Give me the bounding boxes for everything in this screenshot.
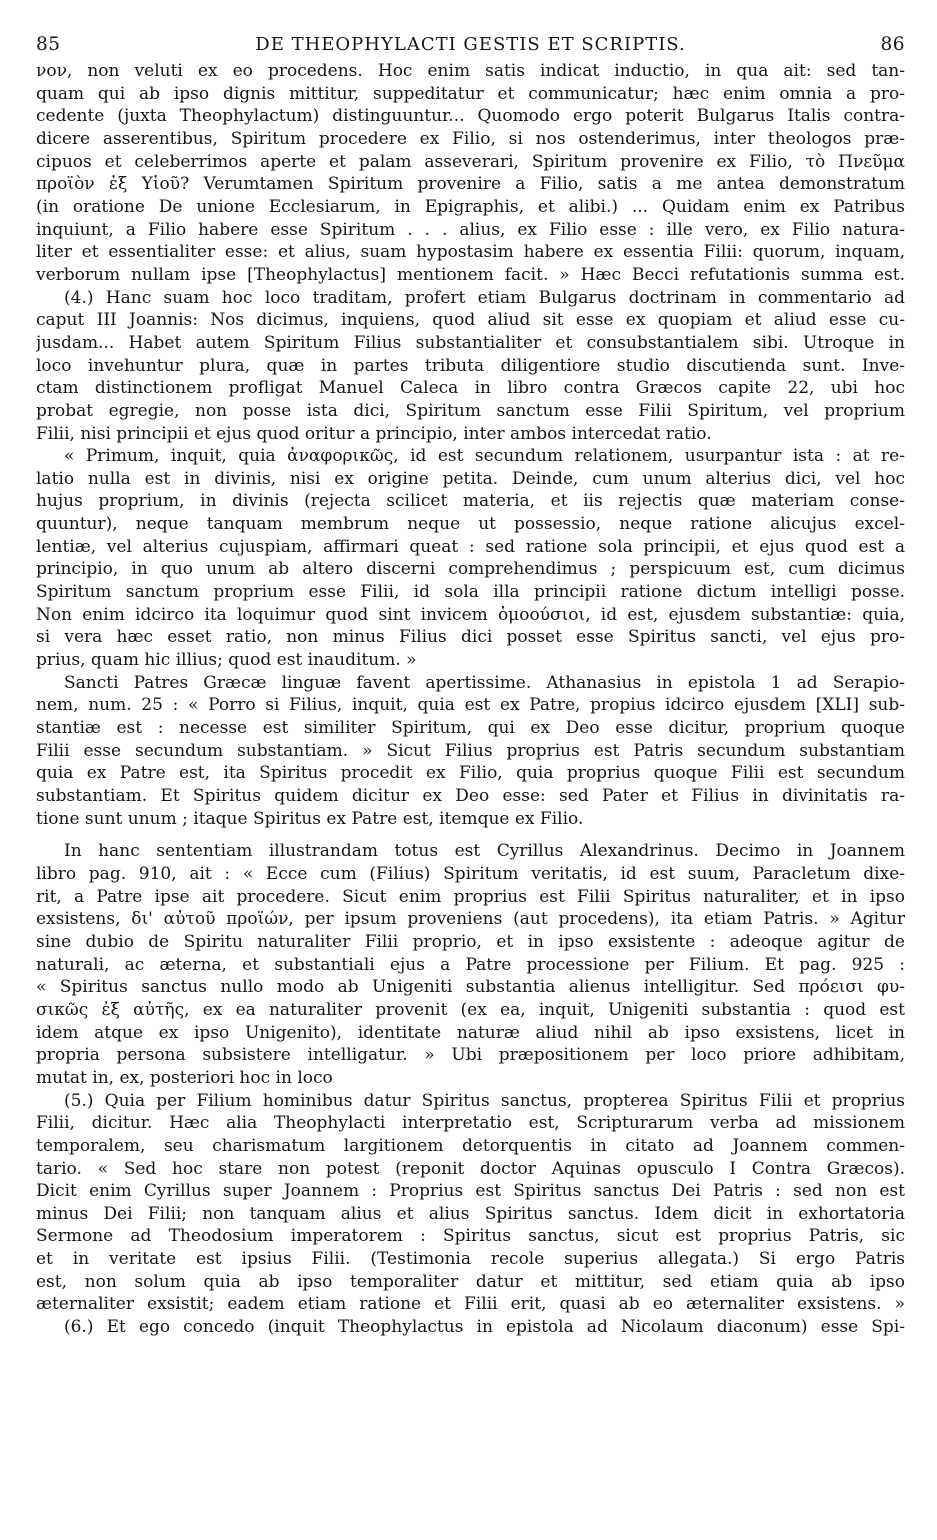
text-line: Filii esse secundum substantiam. » Sicut Filius proprius est Patris secundum substantiam xyxy=(36,740,905,761)
text-line: propria persona subsistere intelligatur. » Ubi præpositionem per loco priore adhibitam, xyxy=(36,1045,905,1066)
text-line: Sermone ad Theodosium imperatorem : Spiritus sanctus, sicut est proprius Patris, sic xyxy=(36,1226,905,1247)
text-line: est, non solum quia ab ipso temporaliter datur et mittitur, sed etiam quia ab ipso xyxy=(36,1271,905,1292)
text-line: lentiæ, vel alterius cujuspiam, affirmari queat : sed ratione sola principii, et ejus quod est a xyxy=(36,536,905,557)
text-line: loco invehuntur plura, quæ in partes tributa diligentiore studio discutienda sunt. Inve- xyxy=(36,355,905,376)
text-line: principio, in quo unum ab altero discerni comprehendimus ; perspicuum est, cum dicimus xyxy=(36,559,905,580)
text-line: cedente (juxta Theophylactum) distinguuntur... Quomodo ergo poterit Bulgarus Italis contra- xyxy=(36,106,905,127)
text-line: substantiam. Et Spiritus quidem dicitur ex Deo esse: sed Pater et Filius in divinitatis ra- xyxy=(36,786,905,806)
paragraph xyxy=(36,840,905,1089)
text-line: sine dubio de Spiritu naturaliter Filii proprio, et in ipso exsistente : adeoque agitur de xyxy=(36,931,905,952)
text-line: νον, non veluti ex eo procedens. Hoc enim satis indicat inductio, in qua ait: sed tan- xyxy=(36,61,905,81)
text-line: liter et essentialiter esse: et alius, suam hypostasim habere ex essentia Filii: quorum, inquam, xyxy=(36,242,905,263)
text-line: hujus proprium, in divinis (rejecta scilicet materia, et iis rejectis quæ materiam conse- xyxy=(36,491,905,512)
text-line: et in veritate est ipsius Filii. (Testimonia recole superius allegata.) Si ergo Patris xyxy=(36,1249,905,1270)
text-line: nem, num. 25 : « Porro si Filius, inquit, quia est ex Patre, propius idcirco ejusdem [XLI] sub- xyxy=(36,695,905,716)
text-line: Spiritum sanctum proprium esse Filii, id sola illa principii ratione dictum intelligi posse. xyxy=(36,582,905,603)
text-line: Non enim idcirco ita loquimur quod sint invicem ὁμοούσιοι, id est, ejusdem substantiæ: quia, xyxy=(36,604,905,625)
text-line: Sancti Patres Græcæ linguæ favent apertissime. Athanasius in epistola 1 ad Serapio- xyxy=(64,672,905,693)
text-line: inquiunt, a Filio habere esse Spiritum . . . alius, ex Filio esse : ille vero, ex Filio natura- xyxy=(36,219,905,240)
text-line: jusdam... Habet autem Spiritum Filius substantialiter et consubstantialem sibi. Utroque in xyxy=(36,332,905,353)
text-line: quuntur), neque tanquam membrum neque ut possessio, neque ratione alicujus excel- xyxy=(36,514,905,535)
paragraph xyxy=(36,287,905,446)
text-line: temporalem, seu charismatum largitionem detorquentis in citato ad Joannem commen- xyxy=(36,1135,905,1156)
text-line: prius, quam hic illius; quod est inauditum. » xyxy=(36,650,417,671)
text-line: Filii, dicitur. Hæc alia Theophylacti interpretatio est, Scripturarum verba ad missionem xyxy=(36,1113,905,1134)
text-line: ctam distinctionem profligat Manuel Caleca in libro contra Græcos capite 22, ubi hoc xyxy=(36,378,905,399)
text-line: (in oratione De unione Ecclesiarum, in Epigraphis, et alibi.) ... Quidam enim ex Patribus xyxy=(36,196,905,217)
text-line: « Spiritus sanctus nullo modo ab Unigeniti substantia alienus intelligitur. Sed πρόεισι φυ- xyxy=(36,977,905,998)
page-number-left: 85 xyxy=(36,34,61,55)
paragraph xyxy=(36,60,905,287)
text-line: mutat in, ex, posteriori hoc in loco xyxy=(36,1067,333,1088)
text-line: dicere asserentibus, Spiritum procedere ex Filio, si nos ostenderimus, inter theologos præ- xyxy=(36,128,905,149)
text-line: caput III Joannis: Nos dicimus, inquiens, quod aliud sit esse ex quopiam et aliud esse cu- xyxy=(36,310,905,331)
text-line: quam qui ab ipso dignis mittitur, suppeditatur et communicatur; hæc enim omnia a pro- xyxy=(36,83,905,104)
paragraph xyxy=(36,672,905,831)
text-line: (6.) Et ego concedo (inquit Theophylactus in epistola ad Nicolaum diaconum) esse Spi- xyxy=(64,1317,905,1338)
text-line: Filii, nisi principii et ejus quod oritur a principio, inter ambos intercedat ratio. xyxy=(36,423,712,444)
text-line: (4.) Hanc suam hoc loco traditam, profert etiam Bulgarus doctrinam in commentario ad xyxy=(64,287,905,308)
text-line: latio nulla est in divinis, nisi ex origine petita. Deinde, cum unum alterius dici, vel hoc xyxy=(36,468,905,489)
text-line: probat egregie, non posse ista dici, Spiritum sanctum esse Filii Spiritum, vel proprium xyxy=(36,400,905,421)
text-line: quia ex Patre est, ita Spiritus procedit ex Filio, quia proprius quoque Filii est secundum xyxy=(36,763,905,784)
text-line: exsistens, δι' αὐτοῦ προϊών, per ipsum proveniens (aut procedens), ita etiam Patris. » Agitur xyxy=(36,909,905,930)
running-title: DE THEOPHYLACTI GESTIS ET SCRIPTIS. xyxy=(255,34,686,55)
text-line: σικῶς ἐξ αὐτῆς, ex ea naturaliter provenit (ex ea, inquit, Unigeniti substantia : quod est xyxy=(36,999,905,1020)
text-line: stantiæ est : necesse est similiter Spiritum, qui ex Deo esse dicitur, proprium quoque xyxy=(36,718,905,739)
text-line: (5.) Quia per Filium hominibus datur Spiritus sanctus, propterea Spiritus Filii et proprius xyxy=(64,1090,905,1111)
paragraph xyxy=(36,1090,905,1317)
text-line: naturali, ac æterna, et substantiali ejus a Patre processione per Filium. Et pag. 925 : xyxy=(36,954,905,975)
text-line: minus Dei Filii; non tanquam alius et alius Spiritus sanctus. Idem dicit in exhortatoria xyxy=(36,1203,905,1224)
text-line: libro pag. 910, ait : « Ecce cum (Filius) Spiritum veritatis, id est suum, Paracletum dixe- xyxy=(36,863,905,884)
text-line: æternaliter exsistit; eadem etiam ratione et Filii erit, quasi ab eo æternaliter exsistens. » xyxy=(36,1294,905,1315)
page-number-right: 86 xyxy=(880,34,905,55)
text-line: « Primum, inquit, quia ἀναφορικῶς, id est secundum relationem, usurpantur ista : at re- xyxy=(64,446,905,467)
text-line: προϊὸν ἐξ Υἱοῦ? Verumtamen Spiritum provenire a Filio, satis a me antea demonstratum xyxy=(36,174,905,195)
text-line: idem atque ex ipso Unigenito), identitate naturæ aliud nihil ab ipso exsistens, licet in xyxy=(36,1022,905,1043)
text-line: cipuos et celeberrimos aperte et palam asseverari, Spiritum provenire ex Filio, τὸ Πνεῦμα xyxy=(36,151,905,172)
body-text xyxy=(36,60,905,1339)
paragraph-gap xyxy=(36,830,905,840)
text-line: tione sunt unum ; itaque Spiritus ex Patre est, itemque ex Filio. xyxy=(36,808,584,829)
text-line: si vera hæc esset ratio, non minus Filius dici posset esse Spiritus sancti, vel ejus pro- xyxy=(36,627,905,648)
paragraph xyxy=(36,1316,905,1339)
paragraph xyxy=(36,445,905,672)
running-header xyxy=(36,34,905,55)
text-line: rit, a Patre ipse ait procedere. Sicut enim proprius est Filii Spiritus naturaliter, et in ipso xyxy=(36,886,905,907)
text-line: verborum nullam ipse [Theophylactus] mentionem facit. » Hæc Becci refutationis summa est. xyxy=(36,264,905,285)
text-line: tario. « Sed hoc stare non potest (reponit doctor Aquinas opusculo I Contra Græcos). xyxy=(36,1158,905,1179)
text-line: In hanc sententiam illustrandam totus est Cyrillus Alexandrinus. Decimo in Joannem xyxy=(64,841,905,862)
text-line: Dicit enim Cyrillus super Joannem : Proprius est Spiritus sanctus Dei Patris : sed non est xyxy=(36,1181,905,1202)
